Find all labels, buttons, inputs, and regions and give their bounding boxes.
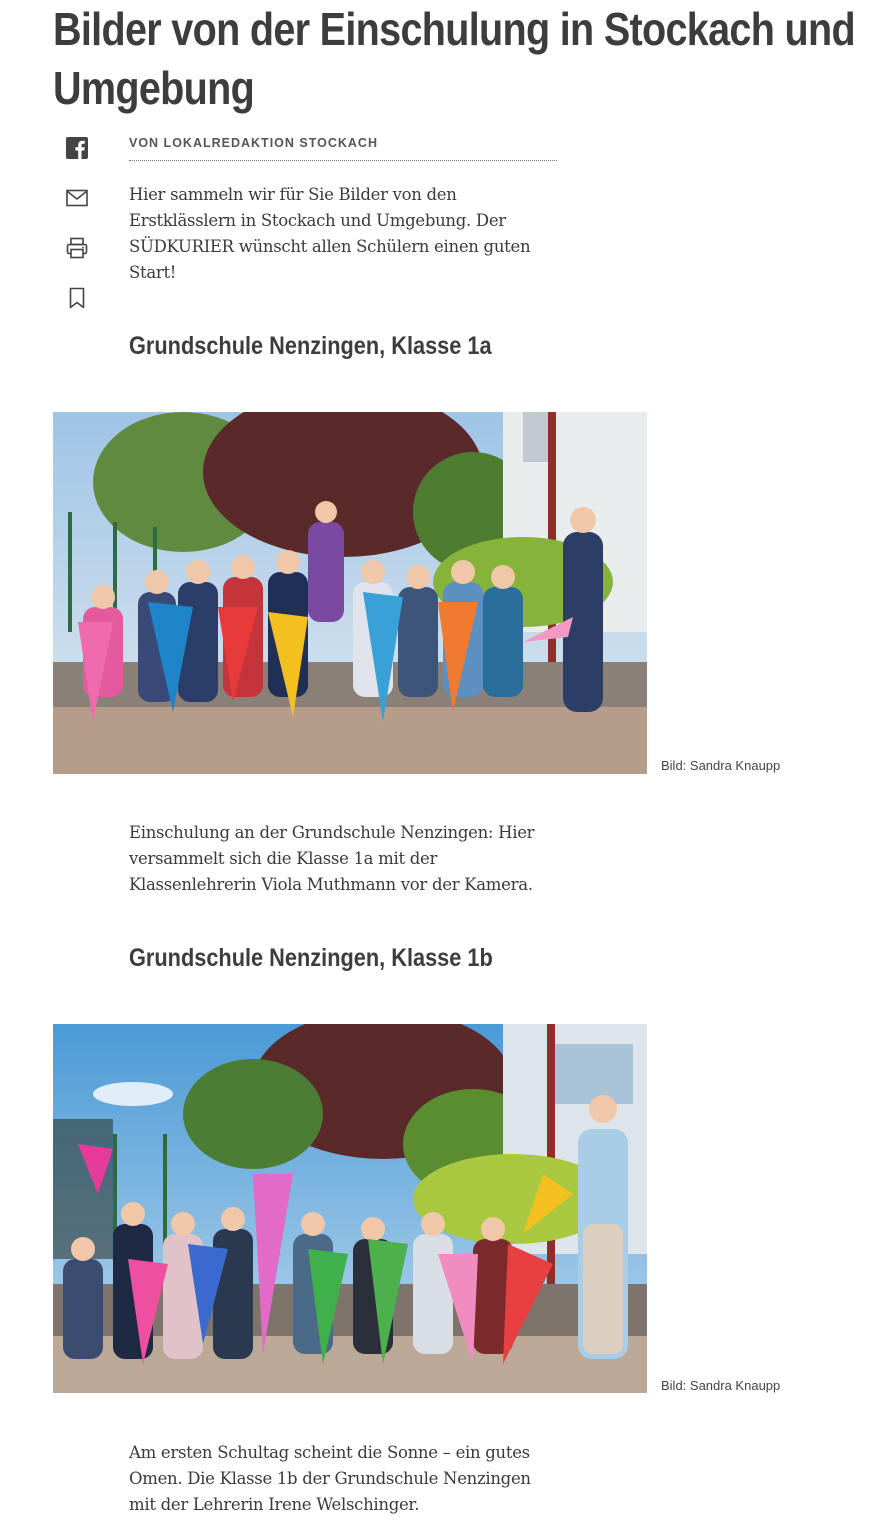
section-heading: Grundschule Nenzingen, Klasse 1a xyxy=(129,332,492,360)
photo-class-1b[interactable] xyxy=(53,1024,647,1393)
print-icon[interactable] xyxy=(65,236,89,260)
photo-credit: Bild: Sandra Knaupp xyxy=(661,1378,781,1393)
byline: VON LOKALREDAKTION STOCKACH xyxy=(129,136,557,161)
intro-paragraph: Hier sammeln wir für Sie Bilder von den Erstklässlern in Stockach und Umgebung. Der SÜDKURIER wünscht allen Schülern einen guten Start! xyxy=(129,185,531,282)
photo-caption: Am ersten Schultag scheint die Sonne – ein gutes Omen. Die Klasse 1b der Grundschule Nenzingen mit der Lehrerin Irene Welschinger. xyxy=(129,1443,531,1514)
article-title: Bilder von der Einschulung in Stockach und Umgebung xyxy=(53,3,855,114)
bookmark-icon[interactable] xyxy=(65,286,89,310)
photo-credit: Bild: Sandra Knaupp xyxy=(661,758,781,773)
photo-caption: Einschulung an der Grundschule Nenzingen: Hier versammelt sich die Klasse 1a mit der Klassenlehrerin Viola Muthmann vor der Kamera. xyxy=(129,823,535,894)
section-heading: Grundschule Nenzingen, Klasse 1b xyxy=(129,944,493,972)
photo-class-1a[interactable] xyxy=(53,412,647,774)
facebook-icon[interactable] xyxy=(65,136,89,160)
mail-icon[interactable] xyxy=(65,186,89,210)
